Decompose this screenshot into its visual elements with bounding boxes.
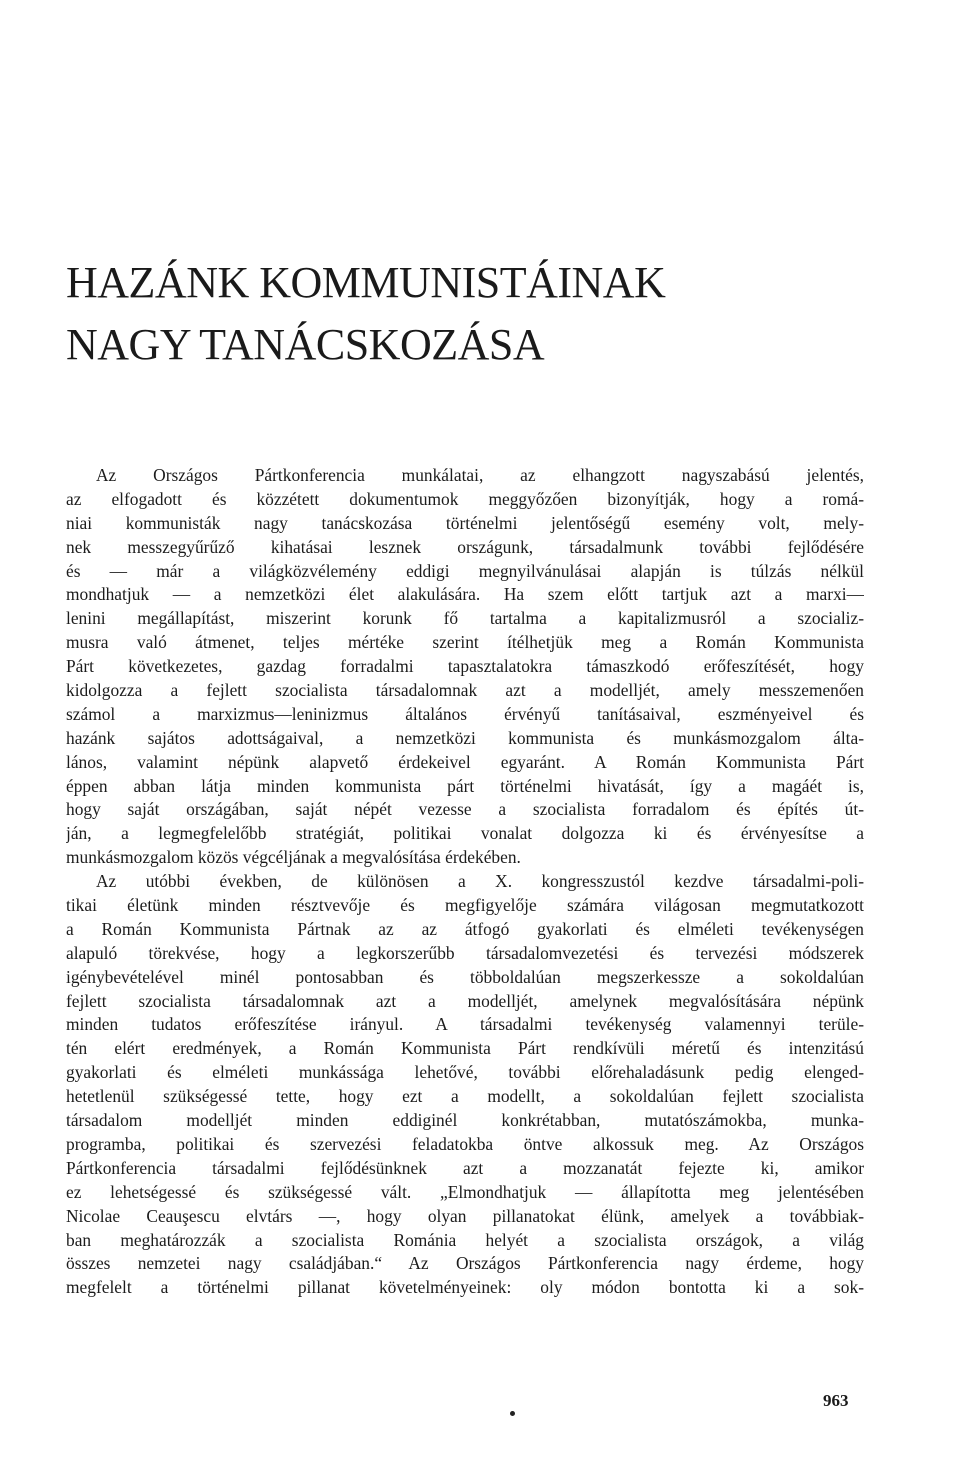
body-line: igénybevételével minél pontosabban és többoldalúan megszerkessze a sokoldalúan — [66, 966, 864, 987]
body-line: megfelelt a történelmi pillanat követelményeinek: oly módon bontotta ki a sok- — [66, 1277, 864, 1298]
body-line: mondhatjuk — a nemzetközi élet alakulására. Ha szem előtt tartjuk azt a marxi— — [66, 584, 864, 605]
body-line: Az Országos Pártkonferencia munkálatai, az elhangzott nagyszabású jelentés, — [96, 465, 864, 485]
body-line: hogy saját országában, saját népét vezesse a szocialista forradalom és építés út- — [66, 799, 864, 820]
body-line: ban meghatározzák a szocialista Románia helyét a szocialista országok, a világ — [66, 1229, 864, 1250]
body-line: Párt következetes, gazdag forradalmi tapasztalatokra támaszkodó erőfeszítését, hogy — [66, 656, 864, 677]
body-line: hazánk sajátos adottságaival, a nemzetközi kommunista és munkásmozgalom álta- — [66, 727, 864, 748]
body-line: alapuló törekvése, hogy a legkorszerűbb társadalomvezetési és tervezési módszerek — [66, 942, 864, 963]
title-line-1: HAZÁNK KOMMUNISTÁINAK — [66, 258, 666, 307]
body-line: Nicolae Ceauşescu elvtárs —, hogy olyan pillanatokat élünk, amelyek a továbbiak- — [66, 1205, 864, 1226]
body-line: hetetlenül szükségessé tette, hogy ezt a modellt, a sokoldalúan fejlett szocialista — [66, 1086, 864, 1107]
body-line: lános, valamint népünk alapvető érdekeivel egyaránt. A Román Kommunista Párt — [66, 751, 864, 772]
body-line: társadalom modelljét minden eddiginél konkrétabban, mutatószámokba, munka- — [66, 1110, 864, 1131]
title-line-2: NAGY TANÁCSKOZÁSA — [66, 320, 545, 369]
body-line: minden tudatos erőfeszítése irányul. A társadalmi tevékenység valamennyi terüle- — [66, 1014, 864, 1035]
ink-dot — [510, 1411, 515, 1416]
page-number: 963 — [823, 1391, 849, 1410]
article-title — [66, 252, 665, 376]
body-line: munkásmozgalom közös végcéljának a megvalósítása érdekében. — [66, 847, 521, 868]
body-line: nek messzegyűrűző kihatásai lesznek országunk, társadalmunk további fejlődésére — [66, 536, 864, 557]
body-line: gyakorlati és elméleti munkássága lehetővé, további előrehaladásunk pedig elenged- — [66, 1062, 864, 1083]
body-line: éppen abban látja minden kommunista párt történelmi hivatását, így a magáét is, — [66, 775, 864, 796]
body-line: tén elért eredmények, a Román Kommunista Párt rendkívüli méretű és intenzitású — [66, 1038, 864, 1059]
body-line: összes nemzetei nagy családjában.“ Az Országos Pártkonferencia nagy érdeme, hogy — [66, 1253, 864, 1274]
body-line: az elfogadott és közzétett dokumentumok meggyőzően bizonyítják, hogy a romá- — [66, 488, 864, 509]
body-line: Az utóbbi években, de különösen a X. kongresszustól kezdve társadalmi-poli- — [96, 871, 864, 892]
body-line: fejlett szocialista társadalomnak azt a modelljét, amelynek megvalósítására népünk — [66, 990, 864, 1011]
body-line: programba, politikai és szervezési feladatokba öntve alkossuk meg. Az Országos — [66, 1133, 864, 1154]
body-line: niai kommunisták nagy tanácskozása történelmi jelentőségű esemény volt, mely- — [66, 512, 864, 533]
body-line: Pártkonferencia társadalmi fejlődésünknek azt a mozzanatát fejezte ki, amikor — [66, 1157, 864, 1178]
body-line: lenini megállapítást, miszerint korunk fő tartalma a kapitalizmusról a szocializ- — [66, 608, 864, 629]
body-line: kidolgozza a fejlett szocialista társadalomnak azt a modelljét, amely messzemenően — [66, 680, 864, 701]
body-line: ez lehetségessé és szükségessé vált. „Elmondhatjuk — állapította meg jelentésében — [66, 1181, 864, 1202]
body-line: és — már a világközvélemény eddigi megnyilvánulásai alapján is túlzás nélkül — [66, 560, 864, 581]
body-line: a Román Kommunista Pártnak az az átfogó gyakorlati és elméleti tevékenységen — [66, 918, 864, 939]
body-line: tikai életünk minden résztvevője és megfigyelője számára világosan megmutatkozott — [66, 895, 864, 916]
body-line: ján, a legmegfelelőbb stratégiát, politikai vonalat dolgozza ki és érvényesítse a — [66, 823, 864, 844]
body-line: számol a marxizmus—leninizmus általános érvényű tanításaival, eszményeivel és — [66, 703, 864, 724]
body-line: musra való átmenet, teljes mértéke szerint ítélhetjük meg a Román Kommunista — [66, 632, 864, 653]
article-body — [66, 464, 864, 1300]
